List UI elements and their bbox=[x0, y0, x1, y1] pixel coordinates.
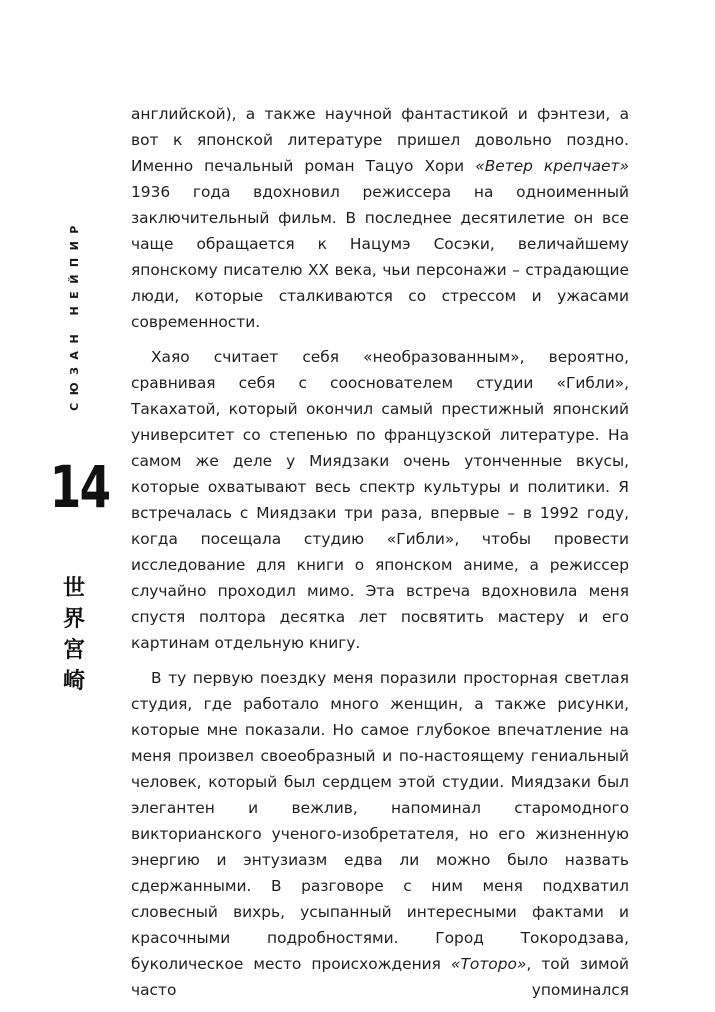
page-number: 14 bbox=[49, 453, 110, 521]
running-head bbox=[62, 214, 86, 414]
text-run: английской), а также научной фантастикой и фэнтези, а вот к японской литературе пришел довольно поздно. Именно печальный роман Тацуо Хори bbox=[131, 105, 629, 175]
text-run: , той зимой часто упоминался bbox=[131, 955, 629, 999]
cjk-title-char: 崎 bbox=[62, 669, 85, 694]
paragraph bbox=[131, 665, 629, 1003]
text-run: В ту первую поездку меня поразили просторная светлая студия, где работало много женщин, а также рисунки, которые мне показали. Но самое глубокое впечатление на меня произвел своеобразный и по-настоящему гениальный человек, который был сердцем этой студии. Миядзаки был элегантен и вежлив, напоминал старомодного викторианского ученого-изобретателя, но его жизненную энергию и энтузиазм едва ли можно было назвать сдержанными. В разговоре с ним меня подхватил словесный вихрь, усыпанный интересными фактами и красочными подробностями. Город Токородзава, буколическое место происхождения bbox=[131, 669, 629, 973]
text-run: Хаяо считает себя «необразованным», вероятно, сравнивая себя с сооснователем студии «Гибли», Такахатой, который окончил самый престижный японский университет со степенью по французской литературе. На самом же деле у Миядзаки очень утонченные вкусы, которые охватывают весь спектр культуры и политики. Я встречалась с Миядзаки три раза, впервые – в 1992 году, когда посещала студию «Гибли», чтобы провести исследование для книги о японском аниме, а режиссер случайно проходил мимо. Эта встреча вдохновила меня спустя полтора десятка лет посвятить мастеру и его картинам отдельную книгу. bbox=[131, 348, 629, 652]
text-run: 1936 года вдохновил режиссера на одноименный заключительный фильм. В последнее десятилетие он все чаще обращается к Нацумэ Сосэки, величайшему японскому писателю XX века, чьи персонажи – страдающие люди, которые сталкиваются со стрессом и ужасами современности. bbox=[131, 183, 629, 331]
film-title-italic: «Тоторо» bbox=[451, 955, 527, 973]
book-title-italic: «Ветер крепчает» bbox=[475, 157, 629, 175]
paragraph bbox=[131, 101, 629, 335]
cjk-title-char: 界 bbox=[62, 607, 85, 632]
body-text bbox=[131, 101, 629, 1012]
cjk-title bbox=[58, 578, 90, 693]
cjk-title-char: 世 bbox=[62, 576, 85, 601]
running-head-text: СЮЗАН НЕЙПИР bbox=[67, 217, 81, 411]
paragraph bbox=[131, 344, 629, 656]
cjk-title-char: 宮 bbox=[62, 638, 85, 663]
